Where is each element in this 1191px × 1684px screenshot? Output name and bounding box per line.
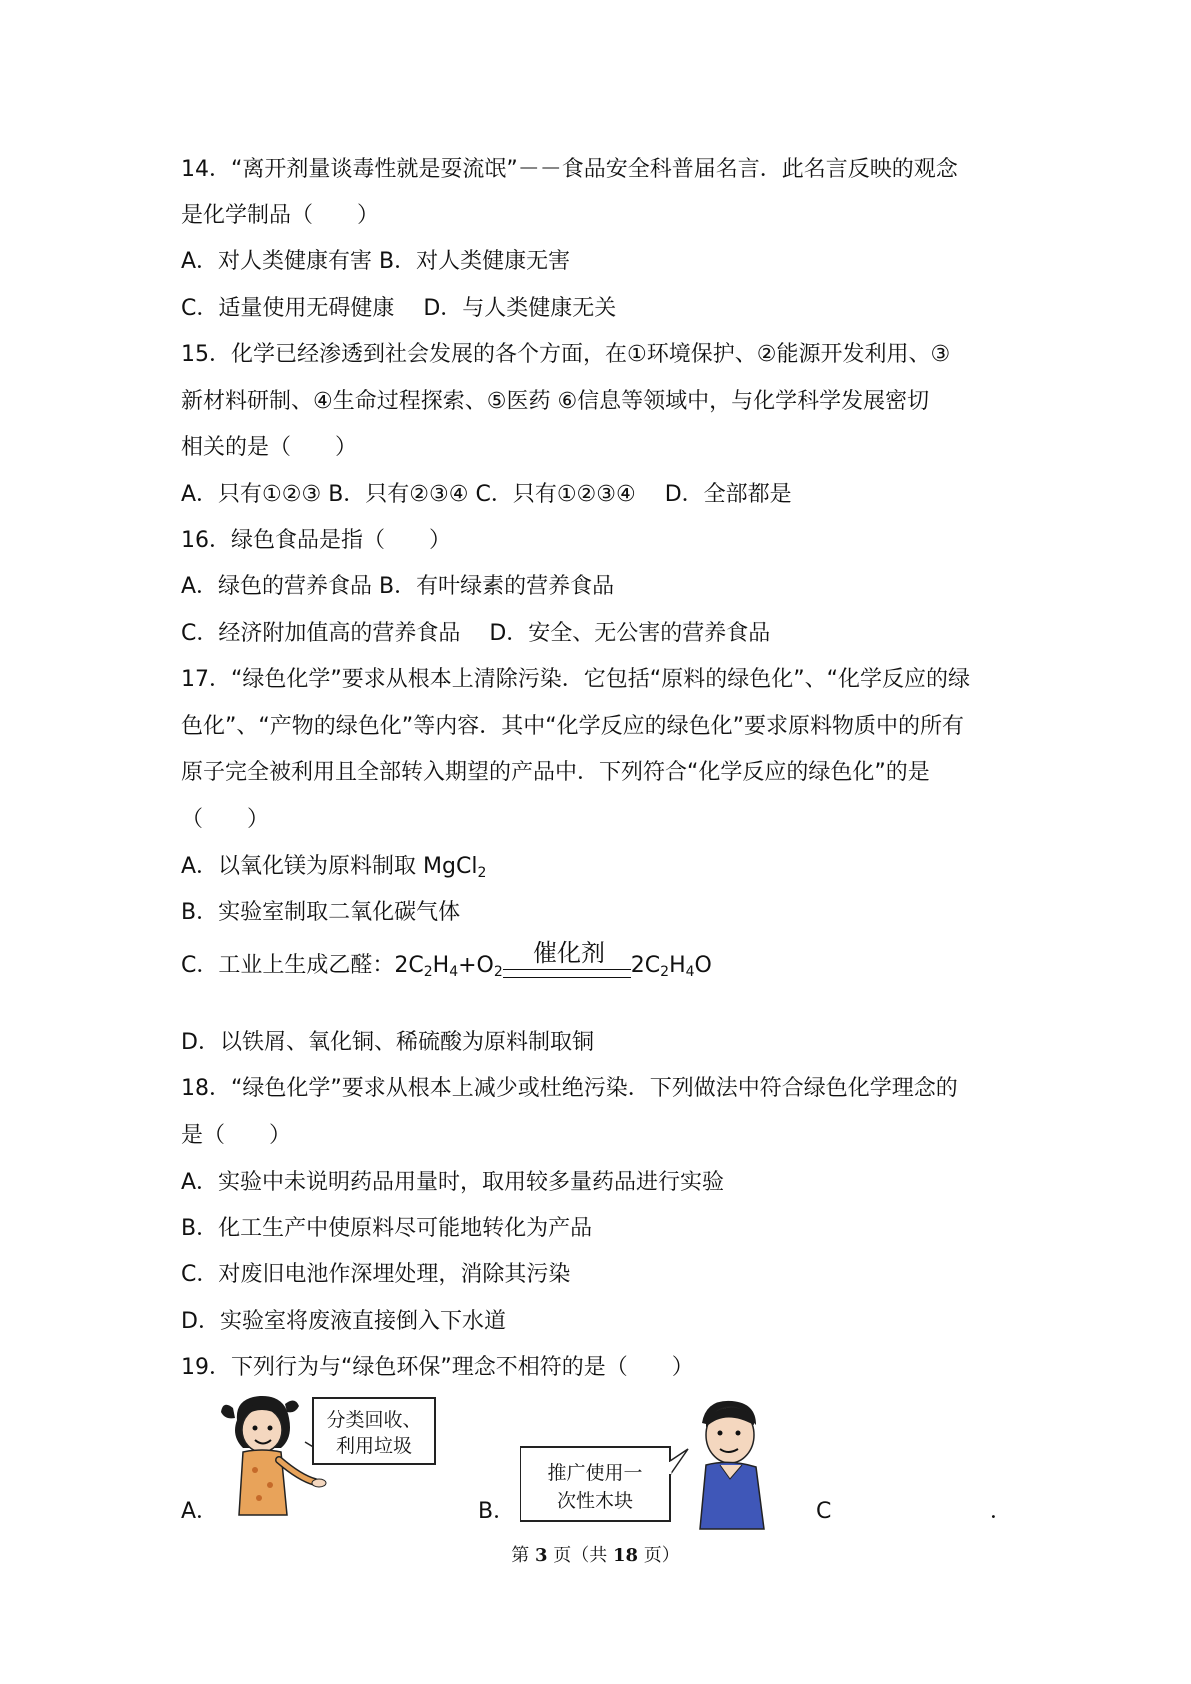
q17-option-a-text: A．以氧化镁为原料制取 MgCl: [181, 854, 478, 879]
q19-label-a: A．: [181, 1499, 219, 1524]
q19-label-c: C: [816, 1499, 832, 1524]
q15-stem-line2: 新材料研制、④生命过程探索、⑤医药 ⑥信息等领域中，与化学科学发展密切: [181, 389, 930, 414]
q16-options-ab: A．绿色的营养食品 B．有叶绿素的营养食品: [181, 574, 615, 599]
q18-option-a: A．实验中未说明药品用量时，取用较多量药品进行实验: [181, 1170, 725, 1195]
q16-stem: 16．绿色食品是指（ ）: [181, 528, 451, 553]
equation-reactants: $2C_2H_4+O_2$: [394, 953, 503, 980]
footer-total-pages: 18: [612, 1545, 639, 1566]
bubble-a-line2: 利用垃圾: [335, 1435, 413, 1457]
q15-options: A．只有①②③ B．只有②③④ C．只有①②③④ D．全部都是: [181, 482, 792, 507]
footer-prefix: 第: [511, 1545, 535, 1566]
girl-illustration: [215, 1390, 465, 1535]
q18-stem-line1: 18．“绿色化学”要求从根本上减少或杜绝污染．下列做法中符合绿色化学理念的: [181, 1076, 958, 1101]
q17-option-d: D．以铁屑、氧化铜、稀硫酸为原料制取铜: [181, 1030, 594, 1055]
q17-option-a-subscript: 2: [477, 865, 487, 881]
q18-option-d: D．实验室将废液直接倒入下水道: [181, 1309, 506, 1334]
bubble-b-line2: 次性木块: [556, 1490, 634, 1512]
q18-stem-line2: 是（ ）: [181, 1123, 292, 1148]
q15-stem-line1: 15．化学已经渗透到社会发展的各个方面，在①环境保护、②能源开发利用、③: [181, 342, 951, 367]
footer-page-number: 3: [534, 1545, 548, 1566]
footer-middle: 页（共: [547, 1545, 613, 1566]
q17-stem-line2: 色化”、“产物的绿色化”等内容．其中“化学反应的绿色化”要求原料物质中的所有: [181, 714, 964, 739]
equation-double-line: [503, 969, 631, 978]
q17-option-c-prefix: C．工业上生成乙醛：: [181, 953, 395, 978]
q14-stem-line1: 14．“离开剂量谈毒性就是耍流氓”－－食品安全科普届名言．此名言反映的观念: [181, 157, 958, 182]
footer-suffix: 页）: [638, 1545, 680, 1566]
q19-label-b: B．: [478, 1499, 516, 1524]
q19-label-c-dot: ．: [990, 1499, 1013, 1524]
bubble-b-line1: 推广使用一: [547, 1462, 643, 1484]
q15-stem-line3: 相关的是（ ）: [181, 435, 358, 460]
bubble-a-line1: 分类回收、: [326, 1409, 422, 1431]
q17-option-a: [181, 852, 486, 888]
q14-options-cd: C．适量使用无碍健康 D．与人类健康无关: [181, 296, 617, 321]
q17-stem-line4: （ ）: [181, 807, 270, 832]
q17-stem-line3: 原子完全被利用且全部转入期望的产品中．下列符合“化学反应的绿色化”的是: [181, 760, 930, 785]
q17-option-b: B．实验室制取二氧化碳气体: [181, 900, 461, 925]
q17-stem-line1: 17．“绿色化学”要求从根本上清除污染．它包括“原料的绿色化”、“化学反应的绿: [181, 667, 970, 692]
page-footer: [0, 1543, 1191, 1569]
equation-catalyst-label: 催化剂: [533, 939, 605, 967]
q17-option-c: [181, 951, 712, 987]
man-illustration: [520, 1395, 790, 1535]
q18-option-b: B．化工生产中使原料尽可能地转化为产品: [181, 1216, 593, 1241]
q14-options-ab: A．对人类健康有害 B．对人类健康无害: [181, 249, 571, 274]
q14-stem-line2: 是化学制品（ ）: [181, 203, 380, 228]
q18-option-c: C．对废旧电池作深埋处理，消除其污染: [181, 1262, 571, 1287]
q16-options-cd: C．经济附加值高的营养食品 D．安全、无公害的营养食品: [181, 621, 771, 646]
q19-stem: 19．下列行为与“绿色环保”理念不相符的是（ ）: [181, 1355, 694, 1380]
equation-products: $2C_2H_4O$: [630, 953, 712, 980]
